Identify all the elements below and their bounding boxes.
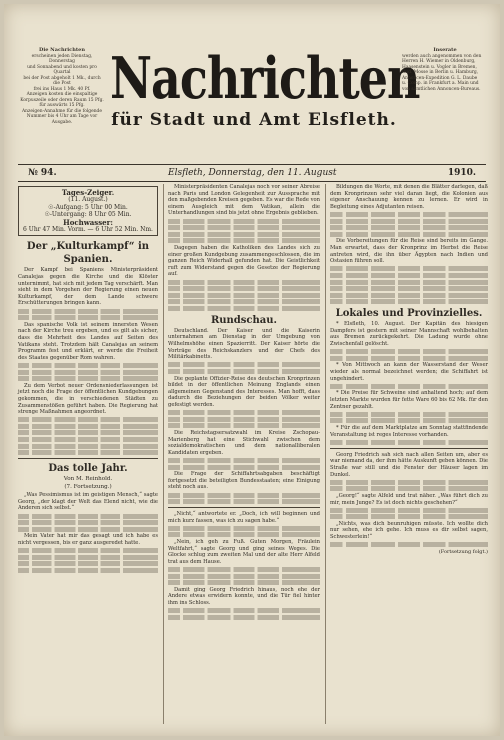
serial-paragraph: „Georg!“ sagte Alfeld und trat näher. „Was führt dich zu mir, mein Junge? Es ist doch nichts geschehen?“ [330,492,488,506]
article-paragraph: Bildungen die Worte, mit denen die Blätter darlegen, daß dem Kronprinzen sehr viel daran liegt, die Kolonien aus eigener Anschauung kennen zu lernen. Er wird in Begleitung eines Adjutanten reisen. [330,184,488,210]
text-line-filler [330,219,488,224]
text-line-filler [18,444,158,449]
subscription-line: bei der Post abgeholt 1 Mk., durch die Post [23,75,101,86]
advertising-line: Annoncen-Expedition G. L. Daube [402,75,478,81]
section-headline: Rundschau. [210,314,278,326]
text-line-filler [18,370,158,375]
local-news-item: * Von Mittwoch an kann der Wasserstand der Weser wieder als normal bezeichnet werden; die Schiffahrt ist ungehindert. [330,362,488,382]
sunrise-time: ☉-Aufgang: 5 Uhr 00 Min. [48,203,128,211]
text-line-filler [168,306,320,311]
text-line-filler [18,520,158,525]
text-line-filler [330,508,488,513]
subscription-line: frei ins Haus 1 Mk. 40 Pf. [33,86,91,92]
text-line-filler [330,232,488,237]
text-line-filler [330,542,488,547]
text-line-filler [168,465,320,470]
dateline-rule-top [18,164,486,165]
almanac-box [18,186,158,236]
newspaper-subtitle: für Stadt und Amt Elsfleth. [111,110,397,130]
article-paragraph: Die Vorbereitungen für die Reise sind bereits im Gange. Man erwartet, dass der Kronprinz im Herbst die Reise antreten wird, die ihn über Ägypten nach Indien und Ostasien führen soll. [330,238,488,265]
news-paragraph: Die geplante Offizier-Reise des deutschen Kronprinzen bildet in der öffentlichen Meinung Englands einen allgemeinen Gegenstand des Interesses. Man hofft, dass dadurch die Beziehungen der beiden Völker weiter gefestigt werden. [168,375,320,408]
text-line-filler [330,514,488,519]
text-line-filler [330,273,488,278]
text-line-filler [330,225,488,230]
text-line-filler [330,349,488,354]
text-line-filler [168,532,320,537]
tide-title: Hochwasser: [63,217,113,227]
text-line-filler [168,293,320,298]
local-news-headline: Lokales und Provinzielles. [335,308,483,320]
text-line-filler [168,410,320,415]
subscription-heading: Die Nachrichten [39,47,85,53]
advertising-heading: Inserate [433,47,457,53]
text-line-filler [168,526,320,531]
text-line-filler [18,430,158,435]
text-line-filler [18,309,158,314]
text-line-filler [168,362,320,367]
newspaper-title: Nachrichten [110,44,420,112]
article-paragraph: Das spanische Volk ist seinem innersten Wesen nach der Kirche treu ergeben, und es gilt als sicher, dass die Mehrheit des Landes auf Seiten des Vatikans steht. Trotzdem hält Canalejas an seinem Programm fest und erklärt, er werde die Freiheit des Staates gegenüber Rom wahren. [18,321,158,361]
text-line-filler [168,493,320,498]
text-line-filler [168,580,320,585]
text-line-filler [168,417,320,422]
news-paragraph: Die Reichstagsersatzwahl im Kreise Zschopau-Marienberg hat eine Stichwahl zwischen dem sozialdemokratischen und dem nationalliberalen Kandidaten ergeben. [168,429,320,456]
section-divider [18,458,158,459]
local-news-item: * Elsfleth, 10. August. Der Kapitän des hiesigen Dampfers ist gestern mit seiner Mannschaft wohlbehalten aus Bremen zurückgekehrt. Die Ladung wurde ohne Zwischenfall gelöscht. [330,321,488,348]
text-line-filler [18,424,158,429]
issue-number: № 94. [28,168,57,178]
serial-headline: Das tolle Jahr. [48,463,128,475]
advertising-line: Rud. Mosse in Berlin u. Hamburg, [402,70,479,75]
article-headline: Der „Kulturkampf“ in Spanien. [26,241,150,266]
serial-paragraph: „Nichts, was dich beunruhigen müsste. Ich wollte dich nur sehen, ehe ich gehe. Ich muss es dir selbst sagen, Schwesterlein!“ [330,520,488,541]
tide-times: 6 Uhr 47 Min. Vorm. — 6 Uhr 52 Min. Nm. [23,226,153,234]
article-paragraph: Ministerpräsidenten Canalejas noch vor seiner Abreise nach Paris und London Gelegenheit zur Aussprache mit den maßgebenden Kreisen gegeben. Es war die Rede von einem Ausgleich mit dem Vatikan, allein die Unterhandlungen sind bis jetzt ohne Ergebnis geblieben. [168,184,320,217]
column-divider [325,184,326,724]
text-line-filler [330,440,488,445]
text-line-filler [18,417,158,422]
article-paragraph: Der Kampf bei Spaniens Ministerpräsident Canalejas gegen die Kirche und die Klöster unternimmt, hat sich mit jedem Tag verschärft. Man sieht in dem Vorgehen der Regierung einen neuen Kulturkampf, der dem Lande schwere Erschütterungen bringen kann. [18,267,158,307]
serial-paragraph: „Nein, ich geh zu Fuß. Guten Morgen, Fräulein Weltfahrt,“ sagte Georg und ging seines Weges. Die Glocke schlug zum zweiten Mal und der alte Herr Alfeld trat aus dem Hause. [168,539,320,565]
text-line-filler [18,450,158,455]
continuation-note: (Fortsetzung folgt.) [438,548,488,555]
text-line-filler [330,480,488,485]
subscription-line: Anzeigen kosten die einspaltige [26,92,98,97]
text-line-filler [330,280,488,285]
subscription-line: Korpuszeile oder deren Raum 15 Pfg. [20,97,104,103]
sunset-time: ☉-Untergang: 8 Uhr 05 Min. [44,211,132,219]
almanac-date: (11. August.) [68,196,108,204]
text-line-filler [168,225,320,230]
text-line-filler [168,574,320,579]
text-line-filler [330,293,488,298]
serial-paragraph: „Was Pessimismus ist im geistigen Mensch,“ sagte Georg, „der klagt der Welt das Elend nicht, wie die Anderen sich selbst.“ [18,492,158,512]
subscription-line: Anzeigen-Annahme für die folgende [22,108,102,114]
column-divider [163,184,164,724]
text-line-filler [18,315,158,320]
text-line-filler [330,299,488,304]
text-line-filler [330,286,488,291]
news-paragraph: Deutschland. Der Kaiser und die Kaiserin unternahmen am Dienstag in der Umgebung von Wilhelmshöhe einen Spazierritt. Der Kaiser hörte die Vorträge des Reichskanzlers und der Chefs des Militärkabinetts. [168,327,320,361]
advertising-line: u. Comp. in Frankfurt a. Main und [402,81,479,86]
text-line-filler [168,286,320,291]
text-line-filler [330,356,488,361]
text-line-filler [330,412,488,417]
section-divider [168,507,320,508]
local-news-item: * Für die auf dem Marktplatze am Sonntag stattfindende Veranstaltung ist reges Interesse vorhanden. [330,424,488,438]
almanac-title: Tages-Zeiger. [61,188,115,197]
text-line-filler [168,423,320,428]
text-line-filler [168,608,320,613]
issue-date: Elsfleth, Donnerstag, den 11. August [168,168,337,178]
news-paragraph: Die Frage der Schiffahrtsabgaben beschäftigt fortgesetzt die beteiligten Bundesstaaten; eine Einigung steht noch aus. [168,471,320,491]
text-line-filler [18,568,158,573]
text-line-filler [168,615,320,620]
text-line-filler [168,369,320,374]
text-line-filler [18,561,158,566]
serial-paragraph: Georg Friedrich sah sich nach allen Seiten um, aber es war niemand da, der ihm hätte Auskunft geben können. Die Straße war still und die Fenster der Häuser lagen im Dunkel. [330,451,488,478]
text-line-filler [168,458,320,463]
text-line-filler [168,299,320,304]
advertising-line: werden auch angenommen von den [402,53,482,59]
serial-note: (7. Fortsetzung.) [64,484,112,491]
advertising-info [402,48,488,92]
advertising-line: Herren H. Wiemer in Oldenburg, [402,59,476,64]
subscription-line: und Sonnabend und kosten pro Quartal [27,64,97,75]
dateline [18,168,486,180]
text-line-filler [330,266,488,271]
text-line-filler [330,486,488,491]
article-paragraph: Dagegen haben die Katholiken des Landes sich zu einer großen Kundgebung zusammengeschlossen, die im ganzen Reich Widerhall gefunden hat. Die Geistlichkeit ruft zum Widerstand gegen die Gesetze der Regierung auf. [168,244,320,278]
issue-year: 1910. [447,168,476,178]
text-line-filler [18,548,158,553]
text-line-filler [18,437,158,442]
text-line-filler [330,212,488,217]
serial-author: Von M. Reinhold. [63,476,113,483]
dateline-rule-bottom [18,181,486,182]
serial-paragraph: Damit ging Georg Friedrich hinaus, noch ehe der Andere etwas erwidern konnte, und die Tür fiel hinter ihm ins Schloss. [168,586,320,606]
serial-paragraph: Mein Vater hat mir das gesagt und ich habe es nicht vergessen, bis er ganz ausgeredet hatte. [18,533,158,546]
subscription-line: erscheinen jeden Dienstag, Donnerstag [31,53,93,64]
text-line-filler [330,418,488,423]
subscription-line: Nummer bis 4 Uhr am Tage vor Ausgabe. [26,114,98,125]
text-line-filler [18,514,158,519]
column-3 [330,184,488,555]
local-news-item: * Die Preise für Schweine sind anhaltend hoch; auf dem letzten Markte wurden für fette Ware 60 bis 62 Mk. für den Zentner gezahlt. [330,390,488,410]
advertising-line: Haasenstein u. Vogler in Bremen, [402,64,477,70]
text-line-filler [18,363,158,368]
text-line-filler [330,384,488,389]
section-divider [330,448,488,449]
text-line-filler [168,238,320,243]
subscription-info [20,48,104,125]
text-line-filler [168,280,320,285]
column-2 [168,184,320,621]
column-1 [18,184,158,575]
subscription-line: für auswärts 15 Pfg. [39,103,85,108]
masthead [14,12,490,130]
text-line-filler [168,219,320,224]
text-line-filler [168,499,320,504]
serial-paragraph: „Nicht,“ antwortete er. „Doch, ich will beginnen und mich kurz fassen, was ich zu sagen habe.“ [168,511,320,524]
text-line-filler [18,555,158,560]
text-line-filler [18,527,158,532]
text-line-filler [168,232,320,237]
advertising-line: von sämtlichen Annoncen-Bureaus. [402,86,481,92]
text-line-filler [168,567,320,572]
newspaper-page [4,4,500,736]
article-paragraph: Zu dem Verbot neuer Ordensniederlassungen ist jetzt noch die Frage der öffentlichen Kundgebungen gekommen, die in verschiedenen Städten zu Zusammenstößen geführt haben. Die Regierung hat strenge Maßnahmen angeordnet. [18,382,158,416]
text-line-filler [18,376,158,381]
